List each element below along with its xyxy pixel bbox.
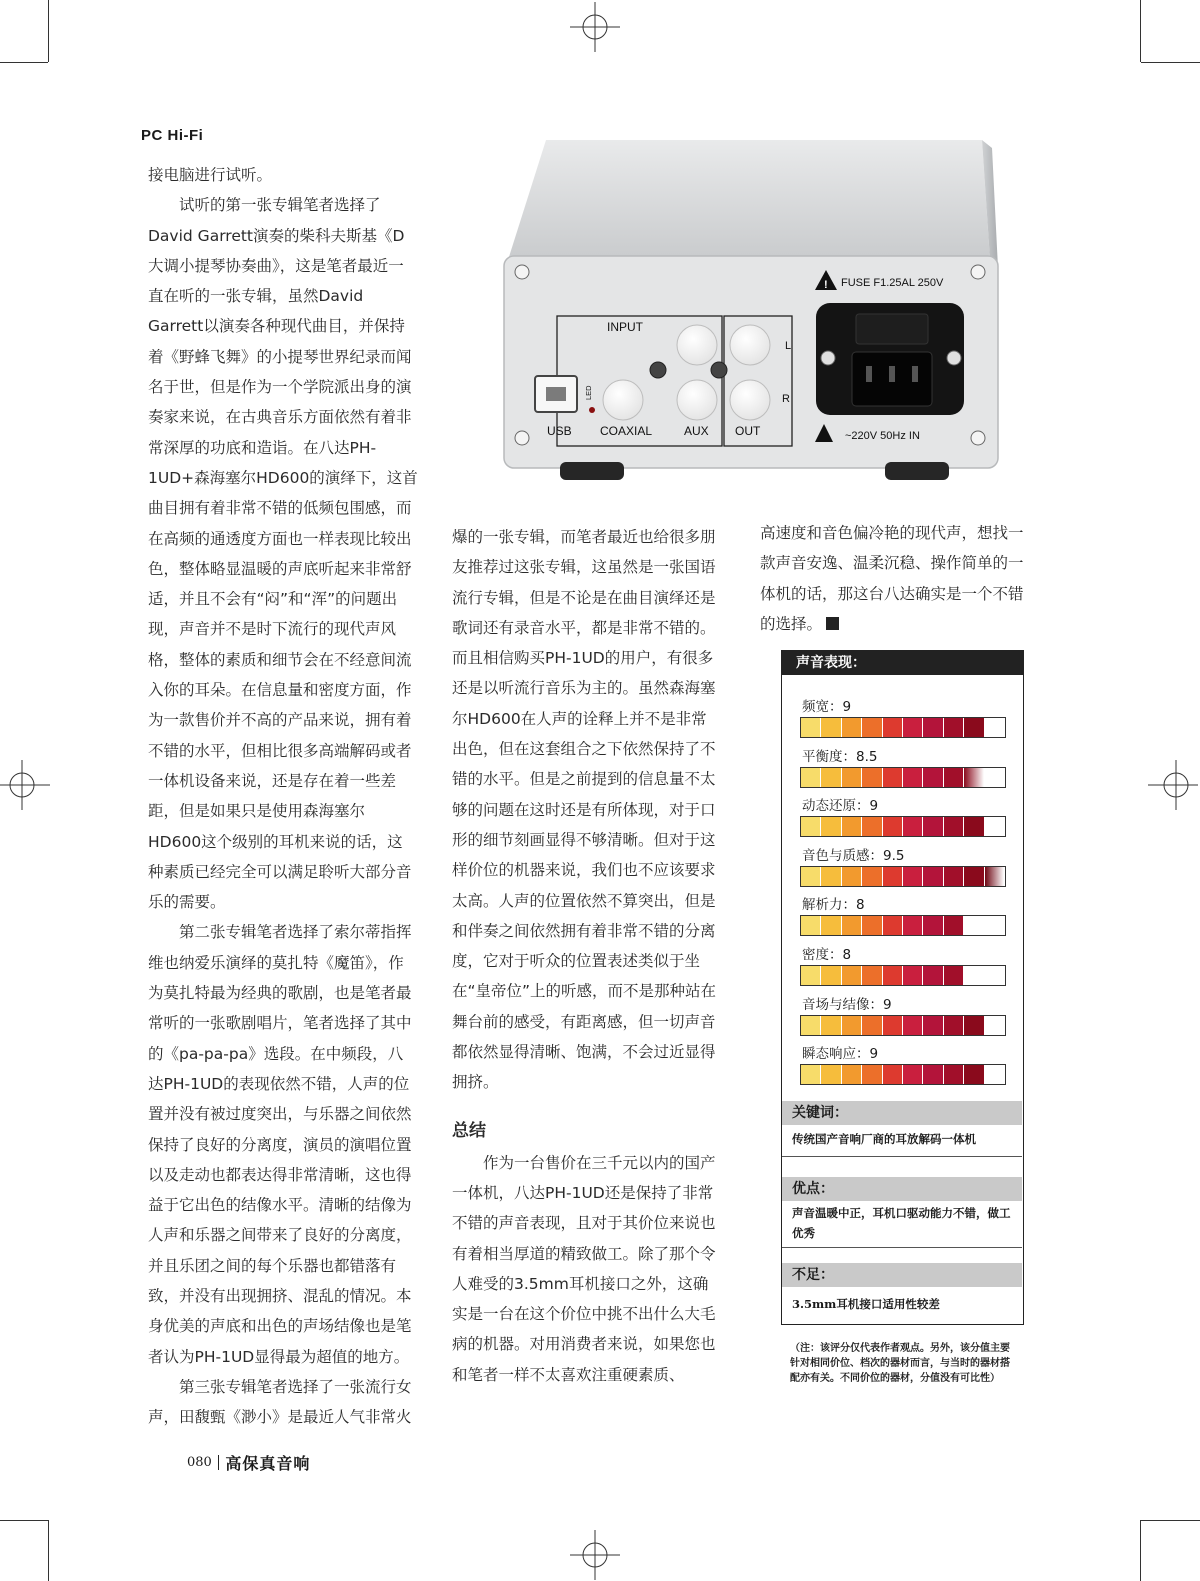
divider [218,1455,220,1470]
rating-segment [862,817,882,836]
section-label: PC Hi-Fi [141,127,204,144]
rating-bar [800,965,1006,986]
rating-segment [842,1065,862,1084]
rating-segment [842,768,862,787]
crop-mark [1140,0,1141,62]
rating-segment [842,966,862,985]
cons-text: 3.5mm耳机接口适用性较差 [792,1297,940,1311]
keywords-title: 关键词： [782,1101,1022,1125]
rating-segment [985,1016,1005,1035]
left-label: L [785,340,792,352]
rating-segment [842,817,862,836]
rating-segment [821,718,841,737]
pros-title: 优点： [782,1177,1022,1201]
rating-segment [883,867,903,886]
rating-segment [985,817,1005,836]
rating-segment [883,966,903,985]
rating-label: 瞬态响应：9 [802,1046,879,1063]
rating-segment [923,718,943,737]
rating-bar [800,1064,1006,1085]
rating-segment [862,1065,882,1084]
rating-bar [800,816,1006,837]
pros-text: 声音温暖中正，耳机口驱动能力不错，做工优秀 [792,1206,1011,1240]
rating-segment [903,817,923,836]
input-label: INPUT [607,320,643,334]
crop-mark [1141,1520,1200,1521]
rating-segment [862,768,882,787]
rating-segment [903,718,923,737]
section-heading: 总结 [452,1120,486,1141]
fuse-label: FUSE F1.25AL 250V [841,277,944,289]
rating-segment [862,718,882,737]
rating-segment [944,817,964,836]
keywords-text: 传统国产音响厂商的耳放解码一体机 [792,1132,976,1146]
rating-segment [964,966,984,985]
rating-segment [842,916,862,935]
rating-segment [862,1016,882,1035]
rating-segment [903,867,923,886]
registration-mark-left [0,760,50,810]
rating-segment [821,1016,841,1035]
rating-segment [862,966,882,985]
rating-label: 解析力：8 [802,897,865,914]
rating-segment [923,768,943,787]
paragraph: 试听的第一张专辑笔者选择了David Garrett演奏的柴科夫斯基《D大调小提琴协奏曲》，这是笔者最近一直在听的一张专辑，虽然David Garrett以演奏各种现代曲目，并保持着《野蜂飞舞》的小提琴世界纪录而闻名于世，但是作为一个学院派出身的演奏家来说，在古典音乐方面依然有着非常深厚的功底和造诣。在八达PH-1UD+森海塞尔HD600的演绎下，这首曲目拥有着非常不错的低频包围感，而在高频的通透度方面也一样表现比较出色，整体略显温暖的声底听起来非常舒适，并且不会有“闷”和“浑”的问题出现，声音并不是时下流行的现代声风格，整体的素质和细节会在不经意间流入你的耳朵。在信息量和密度方面，作为一款售价并不高的产品来说，拥有着不错的水平，但相比很多高端解码或者一体机设备来说，还是存在着一些差距，但是如果只是使用森海塞尔HD600这个级别的耳机来说的话，这种素质已经完全可以满足聆听大部分音乐的需要。 [148,196,418,912]
rating-segment [944,966,964,985]
rating-bar [800,767,1006,788]
coaxial-label: COAXIAL [600,424,653,438]
end-mark-icon [826,617,839,630]
article-column-3 [760,518,1032,639]
rating-segment [821,867,841,886]
rating-segment [985,966,1005,985]
rating-segment [801,817,821,836]
rating-segment [883,718,903,737]
rating-segment [944,1016,964,1035]
rating-segment [964,718,984,737]
rating-bar [800,866,1006,887]
rating-segment [964,768,984,787]
rating-segment [801,768,821,787]
rating-segment [883,1016,903,1035]
rating-segment [903,916,923,935]
crop-mark [48,0,49,62]
rating-segment [801,867,821,886]
rating-segment [985,718,1005,737]
rating-segment [883,1065,903,1084]
rating-segment [862,867,882,886]
rating-label: 音场与结像：9 [802,996,892,1013]
led-label: LED [584,385,593,400]
rating-segment [883,916,903,935]
rating-segment [821,1065,841,1084]
rating-segment [923,1065,943,1084]
rating-segment [944,768,964,787]
rating-label: 频宽：9 [802,699,852,715]
magazine-name: 高保真音响 [225,1454,311,1473]
registration-mark-right [1148,760,1198,810]
paragraph [760,518,1032,639]
rating-segment [985,867,1005,886]
paragraph: 第三张专辑笔者选择了一张流行女声，田馥甄《渺小》是最近人气非常火 [148,1377,412,1427]
rating-segment [842,1016,862,1035]
rating-segment [944,718,964,737]
paragraph: 接电脑进行试听。 [148,166,273,184]
rating-segment [923,817,943,836]
page-number: 080 [187,1455,212,1470]
rating-segment [842,867,862,886]
rating-segment [923,966,943,985]
rating-segment [964,1065,984,1084]
rating-segment [964,817,984,836]
rating-segment [883,768,903,787]
rating-segment [964,1016,984,1035]
rating-segment [801,1065,821,1084]
rating-segment [944,867,964,886]
rating-segment [801,916,821,935]
divider [782,1247,1022,1248]
rating-segment [944,916,964,935]
rating-segment [821,768,841,787]
svg-text:!: ! [824,279,828,291]
out-label: OUT [735,424,761,438]
crop-mark [1141,62,1200,63]
rating-bar [800,717,1006,738]
registration-mark-top [570,2,620,52]
rating-segment [821,966,841,985]
aux-label: AUX [684,424,709,438]
registration-mark-bottom [570,1530,620,1580]
rating-segment [862,916,882,935]
paragraph-text: 高速度和音色偏冷艳的现代声，想找一款声音安逸、温柔沉稳、操作简单的一体机的话，那这台八达确实是一个不错的选择。 [760,524,1024,633]
rating-segment [801,1016,821,1035]
rating-panel-title: 声音表现： [782,651,1023,675]
rating-segment [985,916,1005,935]
rating-segment [903,768,923,787]
divider [782,1156,1022,1157]
rating-segment [964,867,984,886]
page-footer [187,1451,310,1474]
crop-mark [1140,1520,1141,1581]
article-column-1 [148,160,418,1432]
rating-segment [964,916,984,935]
rating-bar [800,1015,1006,1036]
rating-segment [923,1016,943,1035]
rating-segment [821,916,841,935]
rating-segment [883,817,903,836]
rating-segment [801,718,821,737]
rating-segment [985,768,1005,787]
rating-note: （注：该评分仅代表作者观点。另外，该分值主要针对相同价位、档次的器材而言，与当时的器材搭配亦有关。不同价位的器材，分值没有可比性） [790,1343,1010,1384]
rating-segment [923,867,943,886]
rating-segment [903,1065,923,1084]
rating-label: 平衡度：8.5 [802,748,878,765]
rating-panel [781,650,1024,1325]
right-label: R [782,393,790,405]
rating-segment [821,817,841,836]
crop-mark [0,62,48,63]
rating-segment [903,1016,923,1035]
rating-bar [800,915,1006,936]
rating-segment [842,718,862,737]
power-label: ~220V 50Hz IN [845,430,920,442]
paragraph: 爆的一张专辑，而笔者最近也给很多朋友推荐过这张专辑，这虽然是一张国语流行专辑，但是不论是在曲目演绎还是歌词还有录音水平，都是非常不错的。而且相信购买PH-1UD的用户，有很多还是以听流行音乐为主的。虽然森海塞尔HD600在人声的诠释上并不是非常出色，但在这套组合之下依然保持了不错的水平。但是之前提到的信息量不太够的问题在这时还是有所体现，对于口形的细节刻画显得不够清晰。但对于这样价位的机器来说，我们也不应该要求太高。人声的位置依然不算突出，但是和伴奏之间依然拥有着非常不错的分离度，它对于听众的位置表述类似于坐在“皇帝位”上的听感，而不是那种站在舞台前的感受，有距离感，但一切声音都依然显得清晰、饱满，不会过近显得拥挤。 [452,528,717,1092]
crop-mark [0,1520,48,1521]
rating-segment [923,916,943,935]
paragraph: 第二张专辑笔者选择了索尔蒂指挥维也纳爱乐演绎的莫扎特《魔笛》，作为莫扎特最为经典的歌剧，也是笔者最常听的一张歌剧唱片，笔者选择了其中的《pa-pa-pa》选段。在中频段，八达PH-1UD的表现依然不错，人声的位置并没有被过度突出，与乐器之间依然保持了良好的分离度，演员的演唱位置以及走动也都表达得非常清晰，这也得益于它出色的结像水平。清晰的结像为人声和乐器之间带来了良好的分离度，并且乐团之间的每个乐器也都错落有致，并没有出现拥挤、混乱的情况。本身优美的声底和出色的声场结像也是笔者认为PH-1UD显得最为超值的地方。 [148,923,412,1366]
rating-segment [903,966,923,985]
article-column-2 [452,522,722,1390]
paragraph: 作为一台售价在三千元以内的国产一体机，八达PH-1UD还是保持了非常不错的声音表现，且对于其价位来说也有着相当厚道的精致做工。除了那个令人难受的3.5mm耳机接口之外，这确实是一台在这个价位中挑不出什么大毛病的机器。对用消费者来说，如果您也和笔者一样不太喜欢注重硬素质、 [452,1153,716,1384]
rating-segment [944,1065,964,1084]
rating-segment [801,966,821,985]
rating-label: 音色与质感：9.5 [802,847,905,864]
rating-label: 动态还原：9 [802,798,879,815]
crop-mark [48,1520,49,1581]
rating-segment [985,1065,1005,1084]
rating-label: 密度：8 [802,947,852,963]
cons-title: 不足： [782,1263,1022,1287]
product-photo [500,128,1010,483]
usb-label: USB [547,424,572,438]
